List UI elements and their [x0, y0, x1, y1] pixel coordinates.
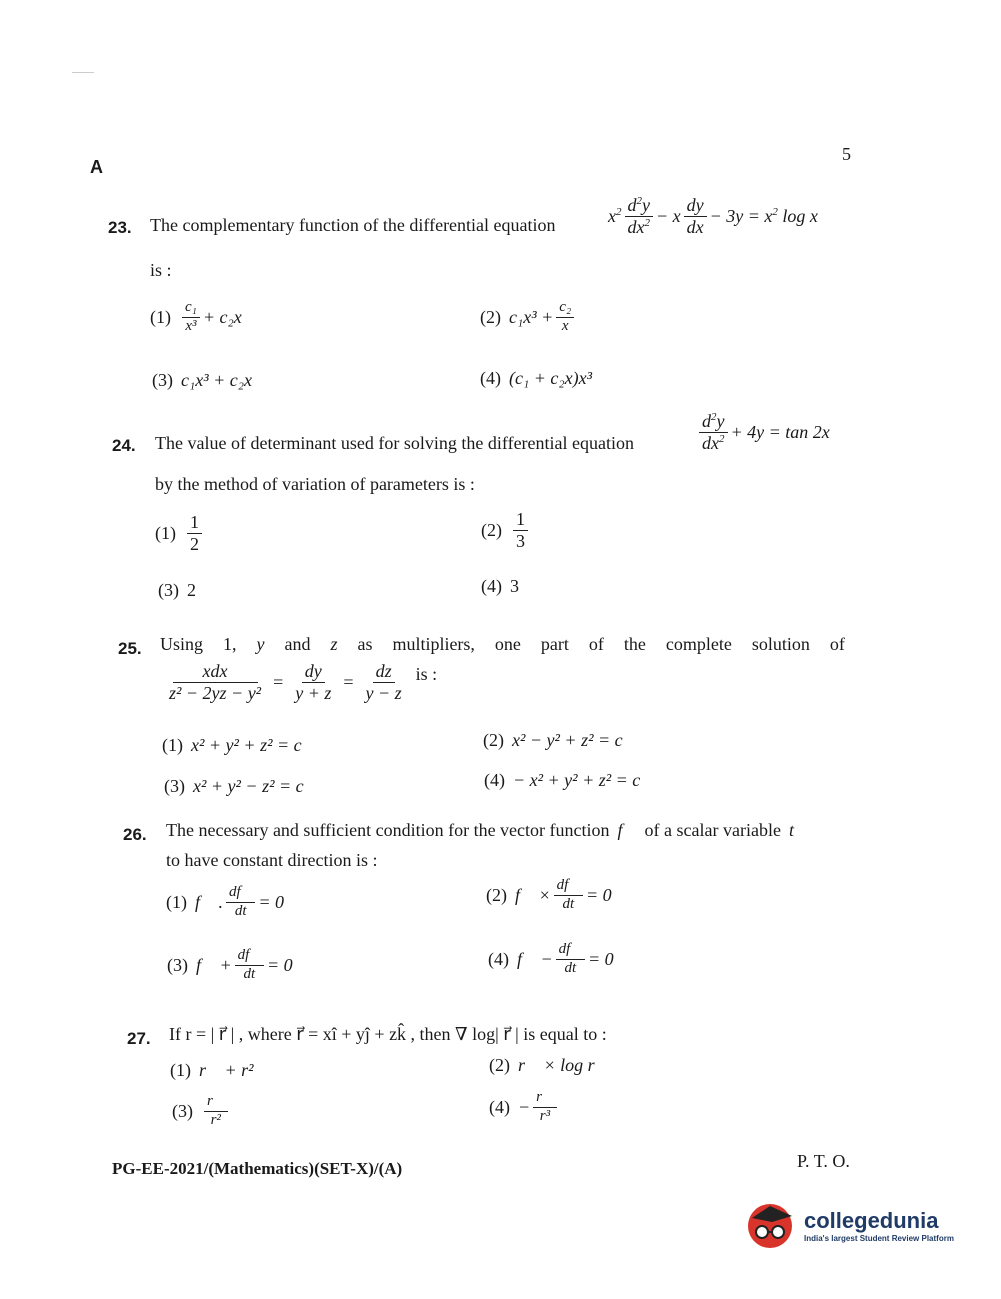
option[interactable]: (3) f⃗ + $\frac{df⃗}{dt}$ = 0⃗ — [167, 947, 307, 982]
question-text-cont: is : — [150, 260, 172, 280]
brand-tagline: India's largest Student Review Platform — [804, 1233, 954, 1243]
section-letter: A — [90, 157, 103, 177]
scan-mark — [72, 72, 94, 73]
option[interactable]: (4) (c₁ + c₂x)x³ — [480, 368, 593, 388]
option[interactable]: (1) r⃗ + r² — [170, 1060, 254, 1080]
eq-dy: dy — [684, 196, 707, 217]
brand-name: collegedunia — [804, 1207, 939, 1233]
collegedunia-watermark — [742, 1193, 992, 1257]
question-number: 27. — [127, 1029, 151, 1048]
question-text: The value of determinant used for solving the differential equation — [155, 433, 635, 453]
question-text: Using 1, y and z as multipliers, one part of the complete solution of — [160, 634, 845, 654]
question-number: 26. — [123, 825, 147, 844]
option[interactable]: (4) − x² + y² + z² = c — [484, 770, 641, 790]
equation: $\frac{\text{xdx}}{\text{z² − 2yz − y²}}$ = $\frac{dy}{y + z}$ = $\frac{dz}{y - z}$ is : — [169, 661, 438, 703]
option[interactable]: (2) $\frac{1}{3}$ — [481, 510, 531, 551]
option[interactable]: (3) $\frac{r⃗}{\text{r²}}$ — [172, 1094, 231, 1129]
question-text: The complementary function of the differential equation — [150, 215, 556, 235]
question-text-cont: to have constant direction is : — [166, 850, 378, 870]
option[interactable]: (1) $\frac{\text{c₁}}{\text{x³}}$ + c₂x — [150, 299, 242, 334]
option[interactable]: (3) c₁x³ + c₂x — [152, 370, 253, 390]
pto-label: P. T. O. — [797, 1151, 850, 1171]
question-text: If r = | r⃗ | , where r⃗ = xî + yĵ + zk̂ , then ∇ log| r⃗ | is equal to : — [169, 1024, 607, 1044]
option[interactable]: (2) x² − y² + z² = c — [483, 730, 623, 750]
option[interactable]: (2) f⃗ × $\frac{df⃗}{dt}$ = 0⃗ — [486, 877, 626, 912]
option[interactable]: (1) $\frac{1}{2}$ — [155, 513, 205, 554]
question-number: 23. — [108, 218, 132, 237]
page-number: 5 — [842, 144, 851, 164]
question-text-cont: by the method of variation of parameters is : — [155, 474, 475, 494]
equation: $\frac{d^2y}{dx^2}$ + 4y = tan 2x — [696, 412, 830, 453]
option[interactable]: (3) x² + y² − z² = c — [164, 776, 304, 796]
question-number: 25. — [118, 639, 142, 658]
eq-dx: dx — [686, 216, 704, 237]
question-number: 24. — [112, 436, 136, 455]
option[interactable]: (4) f⃗ − $\frac{df⃗}{dt}$ = 0⃗ — [488, 941, 628, 976]
paper-code: PG-EE-2021/(Mathematics)(SET-X)/(A) — [112, 1159, 403, 1178]
mascot-icon — [742, 1196, 800, 1254]
option[interactable]: (3) 2 — [158, 580, 196, 600]
option[interactable]: (4) − $\frac{r⃗}{\text{r³}}$ — [489, 1090, 560, 1125]
question-text: The necessary and sufficient condition for the vector function f⃗ of a scalar variable t — [166, 820, 794, 840]
option[interactable]: (2) r⃗ × log r⃗ — [489, 1055, 609, 1075]
option[interactable]: (1) f⃗ . $\frac{df⃗}{dt}$ = 0 — [166, 884, 285, 919]
option[interactable]: (4) 3 — [481, 576, 519, 596]
equation: $x^2$ $\frac{d^2y}{dx^2}$ − x $\frac{dy}{dx}$ − $3y = x^2$ log x — [608, 195, 818, 237]
option[interactable]: (1) x² + y² + z² = c — [162, 735, 302, 755]
option[interactable]: (2) c₁x³ + $\frac{\text{c₂}}{x}$ — [480, 300, 577, 335]
